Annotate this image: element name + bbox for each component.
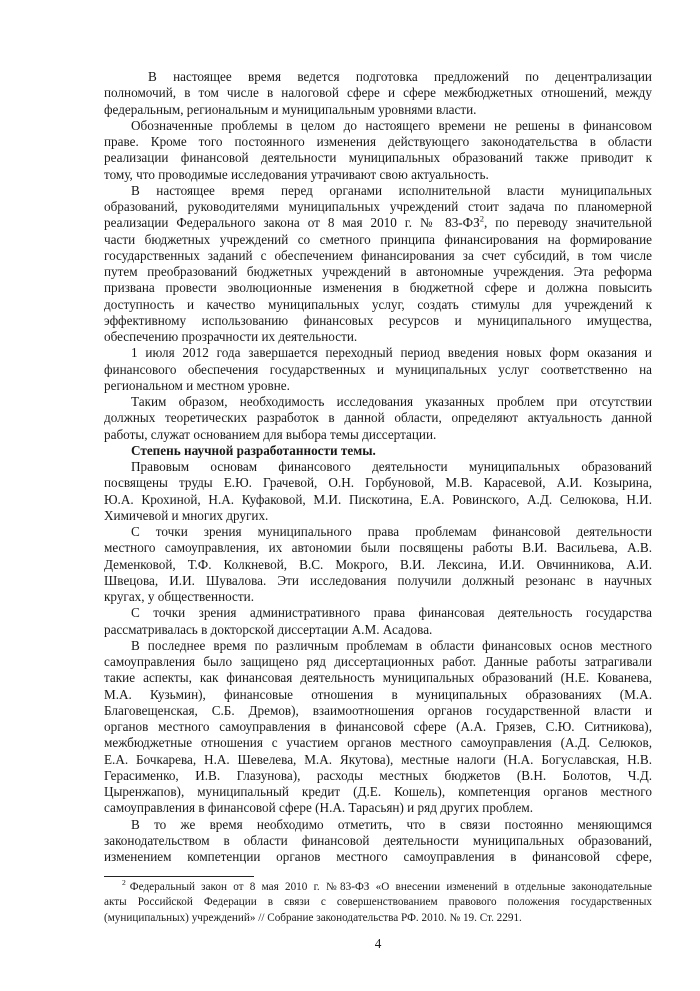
text-line: Благовещенская, С.Б. Дремов), взаимоотношения органов государственной власти и — [104, 702, 652, 718]
text-line: органов местного самоуправления в финансовой сфере (А.А. Грязев, С.Ю. Ситникова), — [104, 719, 652, 734]
text-line: изменением компетенции органов местного самоуправления в финансовой сфере, — [104, 849, 652, 864]
text-line: межбюджетные отношения с участием органов местного самоуправления (А.Д. Селюков, — [104, 735, 652, 751]
footnote-line: (муниципальных) учреждений» // Собрание законодательства РФ. 2010. № 19. Ст. 2291. — [104, 911, 522, 924]
paragraph — [104, 394, 652, 443]
footnote-text: Федеральный закон от 8 мая 2010 г. №83-ФЗ «О внесении изменений в отдельные законодательные — [129, 881, 652, 893]
text-line: В настоящее время ведется подготовка предложений по децентрализации — [148, 69, 652, 84]
text-line: самоуправления было защищено ряд диссертационных работ. Данные работы затрагивали — [104, 654, 652, 669]
text-line: самоуправления в финансовой сфере (Н.А. Тарасьян) и ряд других проблем. — [104, 800, 533, 816]
text-line: Таким образом, необходимость исследования указанных проблем при отсутствии — [131, 394, 652, 409]
text-line: тому, что проводимые исследования утрачивают свою актуальность. — [104, 166, 489, 182]
text-line: Правовым основам финансового деятельности муниципальных образований — [131, 459, 652, 474]
section-heading: Степень научной разработанности темы. — [131, 442, 376, 458]
text-line: федеральным, региональным и муниципальным уровнями власти. — [104, 101, 477, 117]
text-line: Е.А. Бочкарева, Н.А. Шевелева, М.А. Якутова), местные налоги (Н.А. Богуславская, Н.В. — [104, 751, 652, 767]
footnote-line — [104, 880, 652, 895]
text-line: В то же время необходимо отметить, что в связи постоянно меняющимся — [131, 816, 652, 832]
footnote-reference: 2 — [479, 213, 485, 224]
paragraph — [104, 638, 652, 817]
body-text — [104, 69, 652, 865]
text-line: праве. Кроме того постоянного изменения действующего законодательства в области — [104, 134, 652, 149]
text-line: части бюджетных учреждений со сметного принципа финансирования на формирование — [104, 231, 652, 247]
text-line: посвящены труды Е.Ю. Грачевой, О.Н. Горбуновой, М.В. Карасевой, А.И. Козырина, — [104, 475, 652, 491]
text-line: путем преобразований бюджетных учреждений в автономные учреждения. Эта реформа — [104, 264, 652, 279]
text-line: эффективному использованию финансовых ресурсов и муниципального имущества, — [104, 312, 652, 328]
text-line: полномочий, в том числе в налоговой сфере и сфере межбюджетных отношений, между — [104, 85, 652, 101]
text-line: законодательством в области финансовой деятельности муниципальных образований, — [104, 832, 652, 848]
text-line — [104, 215, 652, 231]
text-line: доступность и качество муниципальных услуг, создать стимулы для учреждений к — [104, 296, 652, 312]
paragraph — [104, 69, 652, 118]
paragraph — [104, 524, 652, 605]
paragraph — [104, 183, 652, 346]
text-line: региональном и местном уровне. — [104, 377, 290, 393]
paragraph — [104, 817, 652, 866]
text-line: С точки зрения административного права финансовая деятельность государства — [131, 605, 652, 621]
footnote-marker: 2 — [122, 878, 126, 888]
text-line: местного самоуправления, их автономии были посвящены работы В.И. Васильева, А.В. — [104, 540, 652, 556]
text-line: обеспечению прозрачности их деятельности. — [104, 329, 358, 344]
paragraph — [104, 118, 652, 183]
text-line: Герасименко, И.В. Глазунова), расходы местных бюджетов (В.Н. Болотов, Ч.Д. — [104, 767, 652, 783]
text-line: государственных заданий с обеспечением финансирования за счет субсидий, в том числе — [104, 247, 652, 263]
text-line: должных теоретических разработок в данной области, определяют актуальность данной — [104, 410, 652, 426]
page-number: 4 — [374, 936, 382, 951]
text-line: Деменковой, Т.Ф. Колкневой, В.С. Мокрого, В.И. Лексина, И.И. Овчинникова, А.И. — [104, 556, 652, 572]
text-line: С точки зрения муниципального права проблемам финансовой деятельности — [131, 524, 652, 539]
text-line: образований, руководителями муниципальных учреждений стоит задача по планомерной — [104, 199, 652, 214]
text-line: В последнее время по различным проблемам в области финансовых основ местного — [131, 637, 652, 653]
footnote-separator — [104, 876, 254, 877]
text-line: работы, служат основанием для выбора темы диссертации. — [104, 426, 437, 442]
footnote — [104, 880, 652, 926]
text-line: Обозначенные проблемы в целом до настоящего времени не решены в финансовом — [131, 117, 652, 133]
text-line: кругах, у общественности. — [104, 589, 255, 604]
text-line: реализации финансовой деятельности муниципальных образований также приводит к — [104, 150, 652, 166]
text-segment: , по переводу значительной — [484, 215, 652, 231]
text-line: М.А. Кузьмин), финансовые отношения в муниципальных образованиях (М.А. — [104, 686, 652, 702]
text-line: финансового обеспечения государственных и муниципальных услуг соответственно на — [104, 361, 652, 377]
text-segment: реализации Федерального закона от 8 мая 2010 г. № 83-ФЗ — [104, 215, 480, 231]
text-line: призвана провести эволюционные изменения в бюджетной сфере и должна повысить — [104, 280, 652, 296]
text-line: Химичевой и многих других. — [104, 507, 269, 523]
paragraph — [104, 345, 652, 394]
paragraph — [104, 605, 652, 638]
text-line: 1 июля 2012 года завершается переходный период введения новых форм оказания и — [131, 345, 652, 361]
text-line: Цыренжапов), муниципальный кредит (Д.Е. Кошель), компетенция органов местного — [104, 784, 652, 799]
paragraph — [104, 459, 652, 524]
footnote-line: акты Российской Федерации в связи с совершенствованием правового положения государственных — [104, 896, 652, 909]
text-line: Швецова, И.И. Шувалова. Эти исследования получили должный резонанс в научных — [104, 572, 652, 588]
text-line: рассматривалась в докторской диссертации А.М. Асадова. — [104, 621, 433, 637]
text-line: Ю.А. Крохиной, Н.А. Куфаковой, М.И. Пискотина, Е.А. Ровинского, А.Д. Селюкова, Н.И. — [104, 491, 652, 507]
text-line: В настоящее время перед органами исполнительной власти муниципальных — [131, 182, 652, 198]
text-line: такие аспекты, как финансовая деятельность муниципальных образований (Н.Е. Кованева, — [104, 670, 652, 686]
